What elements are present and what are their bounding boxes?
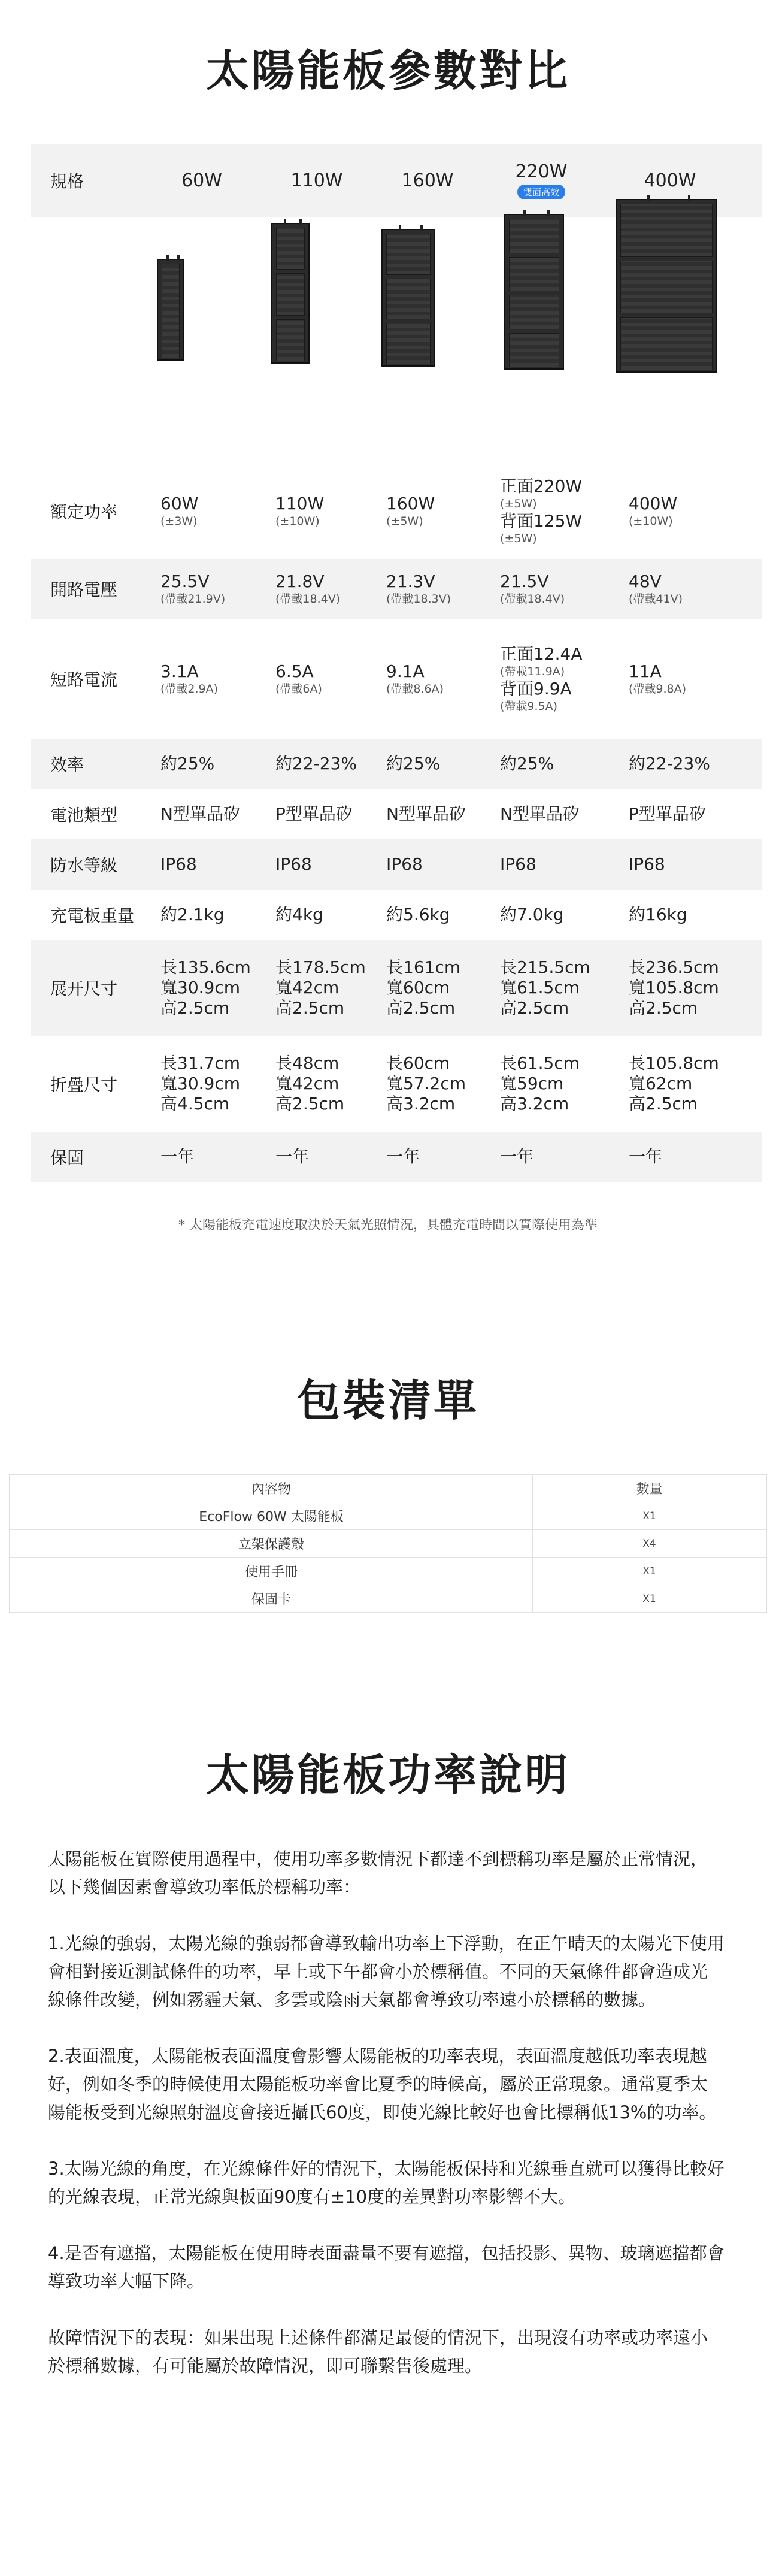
spec-value-line: 約16kg xyxy=(629,905,687,924)
packing-item-name: 使用手冊 xyxy=(10,1558,533,1585)
solar-panel-image-3 xyxy=(504,214,564,370)
spec-value-cell xyxy=(386,1036,466,1132)
spec-value-cell xyxy=(275,619,322,739)
spec-model-name: 110W xyxy=(290,170,343,191)
spec-value-cell xyxy=(500,463,582,559)
spec-value-cell xyxy=(386,739,440,789)
spec-value-cell xyxy=(500,839,536,890)
spec-value-line: 高2.5cm xyxy=(275,1094,345,1114)
spec-value-line: 高2.5cm xyxy=(275,998,345,1018)
spec-value-line: 長135.6cm xyxy=(160,957,251,977)
spec-row xyxy=(31,1132,762,1182)
spec-value-line: 長178.5cm xyxy=(275,957,366,977)
spec-value-line: 約25% xyxy=(386,754,441,773)
spec-value-line: 60W xyxy=(160,494,199,513)
spec-value-line: IP68 xyxy=(160,854,197,874)
spec-row xyxy=(31,890,762,940)
spec-value-line: 寬59cm xyxy=(500,1074,564,1093)
spec-row-label: 折疊尺寸 xyxy=(50,1075,118,1095)
panel-cell-block xyxy=(509,219,559,253)
spec-value-line: 寬105.8cm xyxy=(629,978,719,997)
panel-cell-block xyxy=(509,257,559,292)
spec-value-line: (±10W) xyxy=(275,515,320,528)
panel-cell-block xyxy=(620,317,713,370)
spec-value-cell xyxy=(500,1036,580,1132)
spec-value-cell xyxy=(275,463,324,559)
spec-value-cell xyxy=(629,1132,662,1182)
spec-value-cell xyxy=(386,1132,420,1182)
spec-value-line: 長60cm xyxy=(386,1053,450,1073)
panel-cell-block xyxy=(509,333,559,368)
spec-value-cell xyxy=(500,789,580,839)
panel-clip-icon xyxy=(177,255,180,261)
spec-value-line: 約22-23% xyxy=(629,754,710,773)
spec-value-line: 高2.5cm xyxy=(500,998,569,1018)
packing-header-qty: 數量 xyxy=(533,1475,766,1502)
spec-header-label: 規格 xyxy=(50,171,84,191)
spec-model-name: 60W xyxy=(181,170,222,191)
spec-value-line: 約5.6kg xyxy=(386,905,450,924)
packing-item-qty: X1 xyxy=(533,1585,766,1613)
spec-value-cell xyxy=(629,463,677,559)
panel-clip-icon xyxy=(284,219,286,225)
spec-value-line: 高2.5cm xyxy=(386,998,456,1018)
spec-value-line: 高4.5cm xyxy=(160,1094,230,1114)
spec-row xyxy=(31,1036,762,1132)
spec-row-label: 充電板重量 xyxy=(50,906,135,926)
panel-clip-icon xyxy=(166,255,169,261)
spec-value-cell xyxy=(160,1132,194,1182)
spec-value-cell xyxy=(500,739,554,789)
spec-value-line: P型單晶矽 xyxy=(629,804,706,824)
spec-model-name: 400W xyxy=(644,170,696,191)
explanation-paragraph: 4.是否有遮擋，太陽能板在使用時表面盡量不要有遮擋，包括投影、異物、玻璃遮擋都會導致功率大幅下降。 xyxy=(48,2243,725,2291)
packing-item-name: EcoFlow 60W 太陽能板 xyxy=(10,1502,533,1530)
spec-row-label: 保固 xyxy=(50,1148,84,1168)
spec-value-line: 長31.7cm xyxy=(160,1053,241,1073)
spec-row-label: 額定功率 xyxy=(50,502,118,522)
explanation-paragraph: 1.光線的強弱，太陽光線的強弱都會導致輸出功率上下浮動，在正午晴天的太陽光下使用會相對接近測試條件的功率，早上或下午都會小於標稱值。不同的天氣條件都會造成光線條件改變，例如霧霾天氣、多雲或陰雨天氣都會導致功率遠小於標稱的數據。 xyxy=(48,1933,725,2010)
spec-value-cell xyxy=(386,619,444,739)
spec-value-cell xyxy=(160,559,225,619)
spec-value-line: 160W xyxy=(386,494,435,513)
spec-value-line: 寬57.2cm xyxy=(386,1074,466,1093)
packing-list-title: 包裝清單 xyxy=(296,1375,479,1426)
spec-value-line: (±5W) xyxy=(386,515,423,528)
spec-value-line: 約7.0kg xyxy=(500,905,564,924)
spec-value-line: 寬62cm xyxy=(629,1074,693,1093)
spec-row xyxy=(31,839,762,890)
spec-value-line: 約22-23% xyxy=(275,754,357,773)
spec-value-cell xyxy=(160,463,198,559)
spec-value-line: 寬42cm xyxy=(275,1074,340,1093)
spec-value-line: 一年 xyxy=(629,1147,663,1166)
spec-value-line: 正面12.4A xyxy=(500,644,583,664)
spec-value-cell xyxy=(275,890,323,940)
spec-value-cell xyxy=(275,839,312,890)
spec-value-cell xyxy=(500,890,564,940)
spec-value-cell xyxy=(160,619,218,739)
spec-value-line: 寬61.5cm xyxy=(500,978,580,997)
packing-list-row xyxy=(10,1502,766,1530)
spec-value-line: 約25% xyxy=(160,754,215,773)
panel-clip-icon xyxy=(523,210,526,216)
spec-value-line: 3.1A xyxy=(160,661,199,681)
spec-value-line: (±5W) xyxy=(500,497,537,510)
spec-value-line: 11A xyxy=(629,661,662,681)
spec-value-line: (±3W) xyxy=(160,515,198,528)
spec-value-line: 長105.8cm xyxy=(629,1053,719,1073)
spec-value-line: (帶載41V) xyxy=(629,592,683,606)
solar-panel-image-1 xyxy=(271,223,310,364)
panel-cell-block xyxy=(276,273,305,315)
spec-value-line: N型單晶矽 xyxy=(160,804,240,824)
explanation-paragraph: 3.太陽光線的角度，在光線條件好的情況下，太陽能板保持和光線垂直就可以獲得比較好的光線表現，正常光線與板面90度有±10度的差異對功率影響不大。 xyxy=(48,2158,725,2207)
spec-value-cell xyxy=(386,940,460,1036)
spec-value-line: N型單晶矽 xyxy=(386,804,466,824)
panel-clip-icon xyxy=(547,210,550,216)
packing-item-name: 立架保護殼 xyxy=(10,1530,533,1558)
power-explanation-text xyxy=(48,1845,725,2408)
spec-row xyxy=(31,789,762,839)
spec-value-cell xyxy=(386,839,423,890)
explanation-paragraph: 2.表面溫度，太陽能板表面溫度會影響太陽能板的功率表現，表面溫度越低功率表現越好，例如冬季的時候使用太陽能板功率會比夏季的時候高，屬於正常現象。通常夏季太陽能板受到光線照射溫度會接近攝氏60度，即使光線比較好也會比標稱低13%的功率。 xyxy=(48,2046,717,2123)
spec-value-cell xyxy=(275,559,340,619)
spec-value-cell xyxy=(386,789,466,839)
spec-value-line: 21.3V xyxy=(386,572,435,591)
packing-list-header xyxy=(10,1475,766,1502)
packing-item-qty: X1 xyxy=(533,1502,766,1530)
explanation-paragraph: 太陽能板在實際使用過程中，使用功率多數情況下都達不到標稱功率是屬於正常情況，以下幾個因素會導致功率低於標稱功率： xyxy=(48,1849,708,1897)
power-explanation-title: 太陽能板功率說明 xyxy=(205,1750,570,1800)
spec-value-cell xyxy=(629,890,687,940)
spec-value-line: 約2.1kg xyxy=(160,905,225,924)
packing-list-row xyxy=(10,1530,766,1558)
panel-cell-block xyxy=(386,323,431,364)
spec-value-cell xyxy=(629,940,719,1036)
spec-value-cell xyxy=(629,1036,719,1132)
spec-value-line: 高2.5cm xyxy=(629,1094,698,1114)
spec-value-cell xyxy=(160,940,251,1036)
panel-cell-block xyxy=(162,264,180,358)
spec-value-line: 背面9.9A xyxy=(500,679,572,699)
spec-value-line: 長61.5cm xyxy=(500,1053,580,1073)
spec-model-name: 220W xyxy=(515,161,568,182)
spec-value-line: 一年 xyxy=(386,1147,420,1166)
spec-row-label: 防水等級 xyxy=(50,855,118,875)
spec-value-line: N型單晶矽 xyxy=(500,804,580,824)
spec-value-line: 一年 xyxy=(500,1147,534,1166)
spec-value-cell xyxy=(500,940,590,1036)
panel-cell-block xyxy=(620,204,713,257)
spec-row-label: 展开尺寸 xyxy=(50,979,118,999)
spec-row xyxy=(31,940,762,1036)
spec-value-line: (帶載8.6A) xyxy=(386,682,444,696)
spec-value-cell xyxy=(160,739,214,789)
spec-value-line: 約4kg xyxy=(275,905,323,924)
spec-value-line: 寬30.9cm xyxy=(160,978,241,997)
spec-value-line: (帶載21.9V) xyxy=(160,592,226,606)
spec-value-cell xyxy=(160,890,225,940)
spec-value-line: 背面125W xyxy=(500,511,583,531)
spec-value-line: 48V xyxy=(629,572,662,591)
spec-value-line: 一年 xyxy=(160,1147,195,1166)
spec-value-cell xyxy=(160,839,197,890)
solar-panel-image-0 xyxy=(157,259,184,361)
panel-images xyxy=(31,144,762,463)
packing-item-qty: X1 xyxy=(533,1558,766,1585)
spec-value-line: (帶載9.8A) xyxy=(629,682,687,696)
panel-clip-icon xyxy=(420,225,423,231)
spec-value-cell xyxy=(629,619,686,739)
charging-footnote: * 太陽能板充電速度取決於天氣光照情況，具體充電時間以實際使用為準 xyxy=(178,1218,598,1233)
spec-value-line: 長236.5cm xyxy=(629,957,719,977)
spec-value-line: 9.1A xyxy=(386,661,425,681)
spec-value-line: IP68 xyxy=(275,854,312,874)
spec-value-line: (±10W) xyxy=(629,515,673,528)
spec-value-line: (帶載18.4V) xyxy=(275,592,341,606)
spec-value-line: 高3.2cm xyxy=(386,1094,456,1114)
spec-row-label: 短路電流 xyxy=(50,670,118,690)
spec-value-cell xyxy=(500,559,565,619)
spec-value-line: IP68 xyxy=(500,854,536,874)
spec-model-name: 160W xyxy=(401,170,454,191)
spec-value-cell xyxy=(160,1036,240,1132)
spec-row xyxy=(31,463,762,559)
spec-value-line: (帶載11.9A) xyxy=(500,665,565,678)
spec-value-line: (帶載18.3V) xyxy=(386,592,451,606)
panel-cell-block xyxy=(620,261,713,314)
spec-value-cell xyxy=(629,739,710,789)
explanation-paragraph: 故障情況下的表現：如果出現上述條件都滿足最優的情況下，出現沒有功率或功率遠小於標稱數據，有可能屬於故障情況，即可聯繫售後處理。 xyxy=(48,2327,708,2376)
spec-value-line: 21.8V xyxy=(275,572,325,591)
packing-item-qty: X4 xyxy=(533,1530,766,1558)
spec-value-cell xyxy=(386,890,450,940)
spec-row-label: 效率 xyxy=(50,755,84,775)
spec-value-cell xyxy=(629,559,683,619)
panel-clip-icon xyxy=(399,225,401,231)
panel-cell-block xyxy=(386,279,431,320)
solar-panel-image-2 xyxy=(381,229,435,367)
spec-value-cell xyxy=(629,839,665,890)
panel-clip-icon xyxy=(299,219,302,225)
spec-value-cell xyxy=(500,1132,534,1182)
packing-item-name: 保固卡 xyxy=(10,1585,533,1613)
spec-row xyxy=(31,619,762,739)
spec-value-line: 寬42cm xyxy=(275,978,340,997)
spec-value-cell xyxy=(386,559,451,619)
spec-value-line: IP68 xyxy=(386,854,423,874)
panel-cell-block xyxy=(509,295,559,329)
spec-value-line: 25.5V xyxy=(160,572,210,591)
spec-row xyxy=(31,739,762,789)
spec-value-line: 寬30.9cm xyxy=(160,1074,241,1093)
spec-value-cell xyxy=(500,619,583,739)
spec-value-line: (帶載2.9A) xyxy=(160,682,219,696)
spec-value-cell xyxy=(629,789,706,839)
spec-value-cell xyxy=(386,463,435,559)
panel-clip-icon xyxy=(688,195,690,201)
spec-row-label: 開路電壓 xyxy=(50,580,118,600)
spec-value-line: (±5W) xyxy=(500,532,537,545)
spec-value-line: (帶載6A) xyxy=(275,682,322,696)
packing-header-item: 內容物 xyxy=(10,1475,533,1502)
spec-comparison-title: 太陽能板參數對比 xyxy=(205,46,570,96)
panel-cell-block xyxy=(276,319,305,361)
spec-value-line: 110W xyxy=(275,494,325,513)
spec-value-cell xyxy=(160,789,240,839)
spec-value-line: IP68 xyxy=(629,854,665,874)
spec-value-line: P型單晶矽 xyxy=(275,804,353,824)
spec-value-line: (帶載18.4V) xyxy=(500,592,565,606)
spec-value-line: 長48cm xyxy=(275,1053,340,1073)
panel-clip-icon xyxy=(647,195,650,201)
bifacial-badge: 雙面高效 xyxy=(517,185,565,199)
panel-cell-block xyxy=(386,234,431,275)
spec-value-line: 長215.5cm xyxy=(500,957,590,977)
spec-value-line: (帶載9.5A) xyxy=(500,700,558,713)
panel-cell-block xyxy=(276,228,305,270)
spec-value-cell xyxy=(275,739,357,789)
solar-panel-image-4 xyxy=(616,199,717,373)
spec-value-cell xyxy=(275,1132,309,1182)
spec-value-line: 高3.2cm xyxy=(500,1094,569,1114)
spec-value-line: 21.5V xyxy=(500,572,549,591)
packing-list-table xyxy=(9,1474,767,1613)
spec-value-line: 長161cm xyxy=(386,957,461,977)
spec-value-line: 高2.5cm xyxy=(629,998,698,1018)
spec-value-cell xyxy=(275,789,353,839)
spec-value-cell xyxy=(275,940,366,1036)
spec-row xyxy=(31,559,762,619)
spec-value-cell xyxy=(275,1036,344,1132)
packing-list-row xyxy=(10,1558,766,1585)
spec-value-line: 正面220W xyxy=(500,476,583,496)
spec-value-line: 一年 xyxy=(275,1147,310,1166)
spec-value-line: 高2.5cm xyxy=(160,998,230,1018)
packing-list-row xyxy=(10,1585,766,1613)
spec-row-label: 電池類型 xyxy=(50,805,118,825)
spec-value-line: 約25% xyxy=(500,754,554,773)
spec-value-line: 6.5A xyxy=(275,661,314,681)
spec-value-line: 寬60cm xyxy=(386,978,450,997)
spec-value-line: 400W xyxy=(629,494,678,513)
